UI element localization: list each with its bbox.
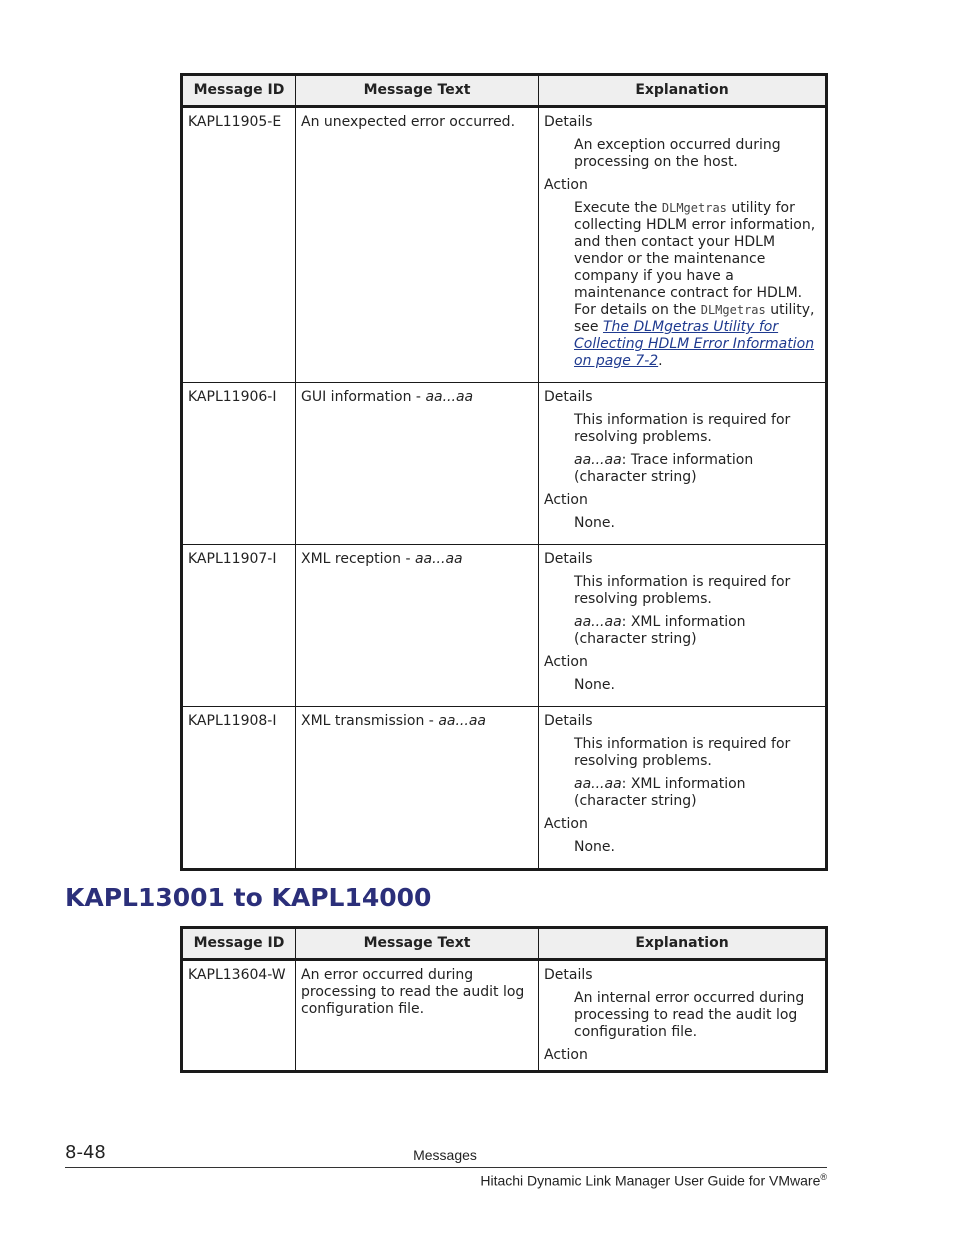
details-label: Details bbox=[544, 967, 593, 983]
action-label: Action bbox=[544, 1047, 588, 1063]
action-label: Action bbox=[544, 654, 588, 670]
message-text: An unexpected error occurred. bbox=[296, 107, 539, 383]
details-label: Details bbox=[544, 551, 593, 567]
details-label: Details bbox=[544, 389, 593, 405]
footer-section: Messages bbox=[413, 1147, 477, 1163]
variable: aa...aa bbox=[425, 389, 474, 405]
column-header-message-text: Message Text bbox=[296, 928, 539, 960]
details-text: This information is required for resolving problems. bbox=[574, 736, 791, 769]
table-row bbox=[182, 107, 827, 383]
action-text: None. bbox=[574, 677, 615, 693]
explanation bbox=[539, 960, 827, 1072]
utility-name: DLMgetras bbox=[700, 303, 766, 317]
page-number: 8-48 bbox=[65, 1142, 106, 1163]
message-id: KAPL11906-I bbox=[182, 383, 296, 545]
message-id: KAPL13604-W bbox=[182, 960, 296, 1072]
details-text: An internal error occurred during processing to read the audit log configuration file. bbox=[574, 990, 805, 1040]
table-header-row bbox=[182, 75, 827, 107]
action-text: None. bbox=[574, 515, 615, 531]
message-text: GUI information - aa...aa bbox=[296, 383, 539, 545]
action-text: Execute the DLMgetras utility for collecting HDLM error information, and then contact your HDLM vendor or the maintenance company if you have a maintenance contract for HDLM. For details on the DLMgetras utility, see The DLMgetras Utility for Collecting HDLM Error Information on page 7-2. bbox=[574, 200, 816, 369]
explanation bbox=[539, 545, 827, 707]
section-heading: KAPL13001 to KAPL14000 bbox=[65, 883, 432, 912]
explanation bbox=[539, 107, 827, 383]
action-text: None. bbox=[574, 839, 615, 855]
variable-description: aa...aa: XML information (character string) bbox=[574, 614, 746, 647]
column-header-message-id: Message ID bbox=[182, 75, 296, 107]
action-label: Action bbox=[544, 177, 588, 193]
details-text: This information is required for resolving problems. bbox=[574, 574, 791, 607]
variable: aa...aa bbox=[414, 551, 463, 567]
table-row bbox=[182, 545, 827, 707]
table-row bbox=[182, 707, 827, 870]
message-text: XML reception - aa...aa bbox=[296, 545, 539, 707]
explanation bbox=[539, 383, 827, 545]
message-text: XML transmission - aa...aa bbox=[296, 707, 539, 870]
message-id: KAPL11905-E bbox=[182, 107, 296, 383]
variable-description: aa...aa: XML information (character string) bbox=[574, 776, 746, 809]
action-label: Action bbox=[544, 492, 588, 508]
column-header-message-id: Message ID bbox=[182, 928, 296, 960]
column-header-explanation: Explanation bbox=[539, 75, 827, 107]
message-text: An error occurred during processing to read the audit log configuration file. bbox=[296, 960, 539, 1072]
message-id: KAPL11907-I bbox=[182, 545, 296, 707]
table-row bbox=[182, 383, 827, 545]
details-label: Details bbox=[544, 713, 593, 729]
footer-title: Hitachi Dynamic Link Manager User Guide for VMware® bbox=[480, 1172, 827, 1189]
utility-name: DLMgetras bbox=[661, 201, 727, 215]
footer-divider bbox=[65, 1167, 827, 1168]
message-id: KAPL11908-I bbox=[182, 707, 296, 870]
variable: aa...aa bbox=[438, 713, 486, 729]
cross-reference-link[interactable]: The DLMgetras Utility for Collecting HDLM Error Information on page 7-2 bbox=[574, 319, 815, 369]
details-label: Details bbox=[544, 114, 593, 130]
message-table-2 bbox=[180, 926, 828, 1073]
details-text: This information is required for resolving problems. bbox=[574, 412, 791, 445]
table-row bbox=[182, 960, 827, 1072]
column-header-explanation: Explanation bbox=[539, 928, 827, 960]
details-text: An exception occurred during processing on the host. bbox=[574, 137, 781, 170]
column-header-message-text: Message Text bbox=[296, 75, 539, 107]
variable-description: aa...aa: Trace information (character string) bbox=[574, 452, 754, 485]
table-header-row bbox=[182, 928, 827, 960]
explanation bbox=[539, 707, 827, 870]
action-label: Action bbox=[544, 816, 588, 832]
message-table-1 bbox=[180, 73, 828, 871]
